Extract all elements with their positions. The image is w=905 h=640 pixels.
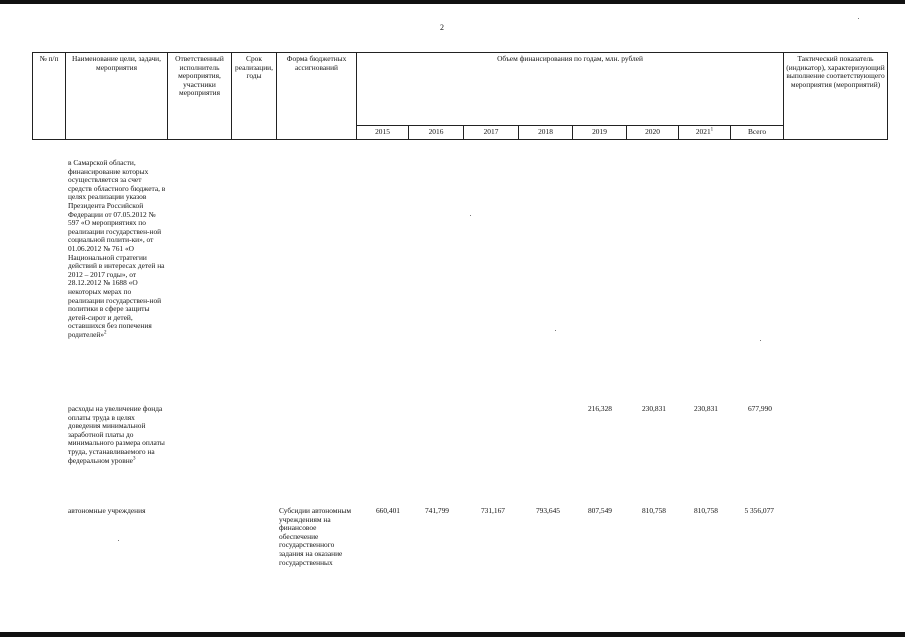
row-3-name: автономные учреждения: [68, 506, 146, 515]
row-1-name-text: в Самарской области, финансирование которых осуществляется за счет средств областного бюджета, в целях реализации указов Президента Российской Федерации от 07.05.2012 № 597 «О мероприятиях по реализации государствен-ной социальной полити-ки», от 01.06.2012 № 761 «О Национальной стратегии действий в интересах детей на 2012 – 2017 годы», от 28.12.2012 № 1688 «О некоторых мерах по реализации государствен-ной политики в сфере защиты детей-сирот и детей, оставшихся без попечения родителей»: [68, 158, 166, 339]
header-total: Всего: [731, 126, 784, 140]
header-year-2019: 2019: [573, 126, 627, 140]
header-year-2020: 2020: [627, 126, 679, 140]
row-2-name-text: расходы на увеличение фонда оплаты труда в целях доведения минимальной заработной платы до минимального размера оплаты труда, устанавливаемого на федеральном уровне: [68, 404, 165, 465]
row-3-value-2018: 793,645: [535, 506, 560, 515]
header-indicator: Тактический показатель (индикатор), характеризующий выполнение соответствующего мероприятия (мероприятий): [784, 53, 888, 140]
scan-speck: [118, 540, 119, 541]
row-2-name: [68, 405, 166, 465]
row-2-value-2021: 230,831: [693, 404, 718, 413]
row-3-value-2021: 810,758: [693, 506, 718, 515]
row-1-footnote: 2: [104, 330, 107, 336]
year-2021-footnote: 1: [710, 127, 714, 133]
row-3-value-2016: 741,799: [424, 506, 449, 515]
header-funding: Объем финансирования по годам, млн. рублей: [357, 53, 784, 126]
row-2-value-2019: 216,328: [587, 404, 612, 413]
row-3-value-2015: 660,401: [375, 506, 400, 515]
header-year-2015: 2015: [357, 126, 409, 140]
row-2-value-2020: 230,831: [641, 404, 666, 413]
year-2021-label: 2021: [695, 127, 711, 137]
header-responsible: Ответственный исполнитель мероприятия, участники мероприятия: [168, 53, 232, 140]
scan-speck: [858, 18, 859, 19]
row-2-footnote: 3: [132, 456, 136, 462]
row-2-value-total: 677,990: [747, 404, 772, 413]
row-3-value-2017: 731,167: [480, 506, 505, 515]
header-number: № п/п: [33, 53, 66, 140]
row-3-form: Субсидии автономным учреждениям на финансовое обеспечение государственного задания на оказание государственных: [279, 506, 352, 567]
header-name: Наименование цели, задачи, мероприятия: [66, 53, 168, 140]
header-year-2018: 2018: [519, 126, 573, 140]
header-year-2021: [679, 126, 731, 140]
scan-speck: [760, 340, 761, 341]
bottom-border-bar: [0, 632, 905, 637]
row-3-value-2019: 807,549: [587, 506, 612, 515]
header-year-2016: 2016: [409, 126, 464, 140]
page-number: 2: [440, 23, 444, 32]
scan-speck: [555, 330, 556, 331]
funding-table-header: [32, 52, 888, 140]
row-3-value-total: 5 356,077: [744, 506, 774, 515]
row-3-value-2020: 810,758: [641, 506, 666, 515]
top-border-bar: [0, 0, 905, 4]
header-year-2017: 2017: [464, 126, 519, 140]
header-term: Срок реализации, годы: [232, 53, 277, 140]
header-form: Форма бюджетных ассигнований: [277, 53, 357, 140]
row-1-name: [68, 159, 166, 339]
scan-speck: [470, 215, 471, 216]
